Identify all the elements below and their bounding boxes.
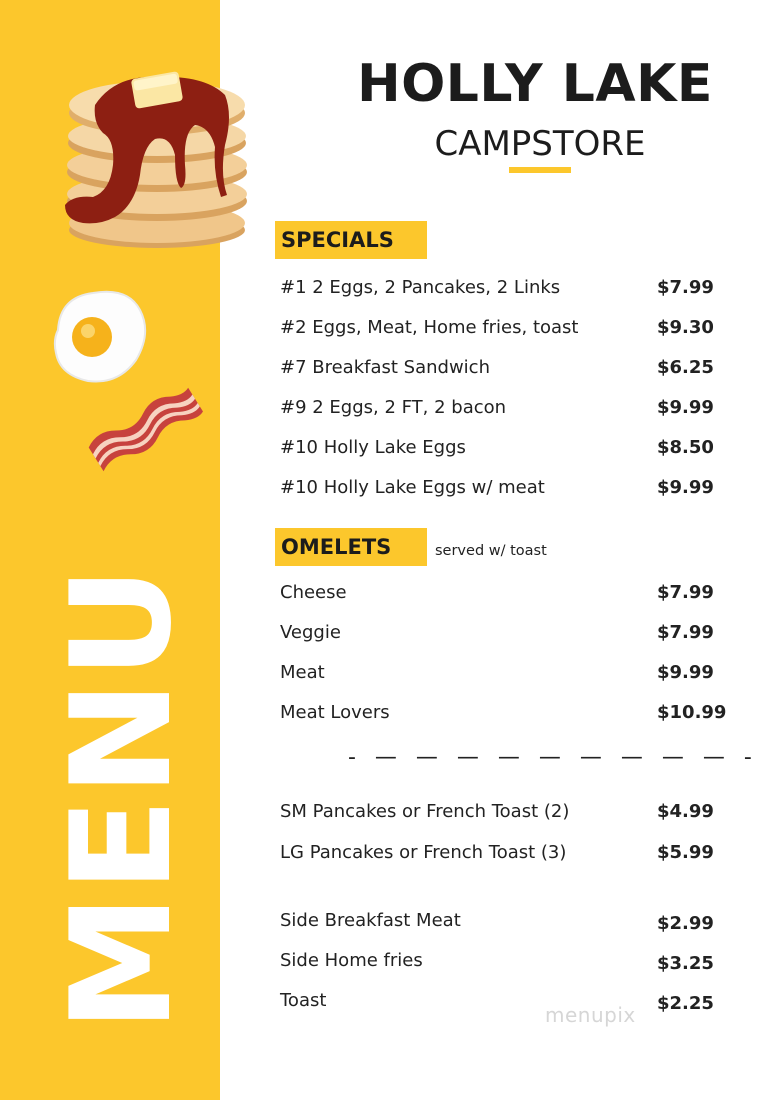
- menu-item: [280, 948, 720, 974]
- item-price: $3.25: [657, 953, 714, 974]
- item-price: $2.25: [657, 993, 714, 1014]
- item-name: #2 Eggs, Meat, Home fries, toast: [280, 317, 579, 338]
- item-price: $4.99: [657, 801, 714, 822]
- menu-item: [280, 395, 720, 421]
- menu-item: [280, 988, 720, 1014]
- item-name: #9 2 Eggs, 2 FT, 2 bacon: [280, 397, 507, 418]
- item-price: $8.50: [657, 437, 714, 458]
- store-title: HOLLY LAKE: [357, 54, 713, 114]
- item-price: $9.30: [657, 317, 714, 338]
- specials-heading: SPECIALS: [275, 221, 427, 259]
- menu-item: [280, 840, 720, 866]
- item-name: Meat: [280, 662, 325, 683]
- item-price: $9.99: [657, 397, 714, 418]
- item-name: #10 Holly Lake Eggs w/ meat: [280, 477, 545, 498]
- sidebar: [0, 0, 220, 1100]
- item-name: Meat Lovers: [280, 702, 390, 723]
- menu-item: [280, 580, 720, 606]
- menu-item: [280, 435, 720, 461]
- item-price: $2.99: [657, 913, 714, 934]
- watermark: menupix: [545, 1003, 636, 1027]
- item-price: $9.99: [657, 662, 714, 683]
- title-underline: [509, 167, 571, 173]
- store-subtitle: CAMPSTORE: [434, 124, 646, 164]
- divider: - — — — — — — — — — -: [348, 745, 758, 770]
- item-name: #1 2 Eggs, 2 Pancakes, 2 Links: [280, 277, 561, 298]
- item-name: Side Breakfast Meat: [280, 910, 461, 931]
- menu-item: [280, 475, 720, 501]
- item-price: $7.99: [657, 622, 714, 643]
- omelets-heading: OMELETS: [275, 528, 427, 566]
- menu-item: [280, 908, 720, 934]
- item-price: $6.25: [657, 357, 714, 378]
- item-price: $9.99: [657, 477, 714, 498]
- menu-item: [280, 275, 720, 301]
- menu-item: [280, 799, 720, 825]
- menu-item: [280, 355, 720, 381]
- pancakes-icon: [55, 55, 260, 255]
- menu-item: [280, 660, 720, 686]
- item-name: Side Home fries: [280, 950, 423, 971]
- item-name: SM Pancakes or French Toast (2): [280, 801, 570, 822]
- item-price: $5.99: [657, 842, 714, 863]
- item-name: #7 Breakfast Sandwich: [280, 357, 490, 378]
- item-price: $7.99: [657, 277, 714, 298]
- item-name: Veggie: [280, 622, 341, 643]
- item-name: #10 Holly Lake Eggs: [280, 437, 466, 458]
- item-price: $10.99: [657, 702, 727, 723]
- item-name: LG Pancakes or French Toast (3): [280, 842, 567, 863]
- item-price: $7.99: [657, 582, 714, 603]
- item-name: Toast: [280, 990, 327, 1011]
- bacon-icon: [80, 375, 210, 485]
- menu-item: [280, 700, 727, 726]
- vertical-menu-title: MENU: [41, 564, 202, 1032]
- item-name: Cheese: [280, 582, 347, 603]
- menu-item: [280, 620, 720, 646]
- menu-item: [280, 315, 720, 341]
- omelets-note: served w/ toast: [435, 543, 547, 559]
